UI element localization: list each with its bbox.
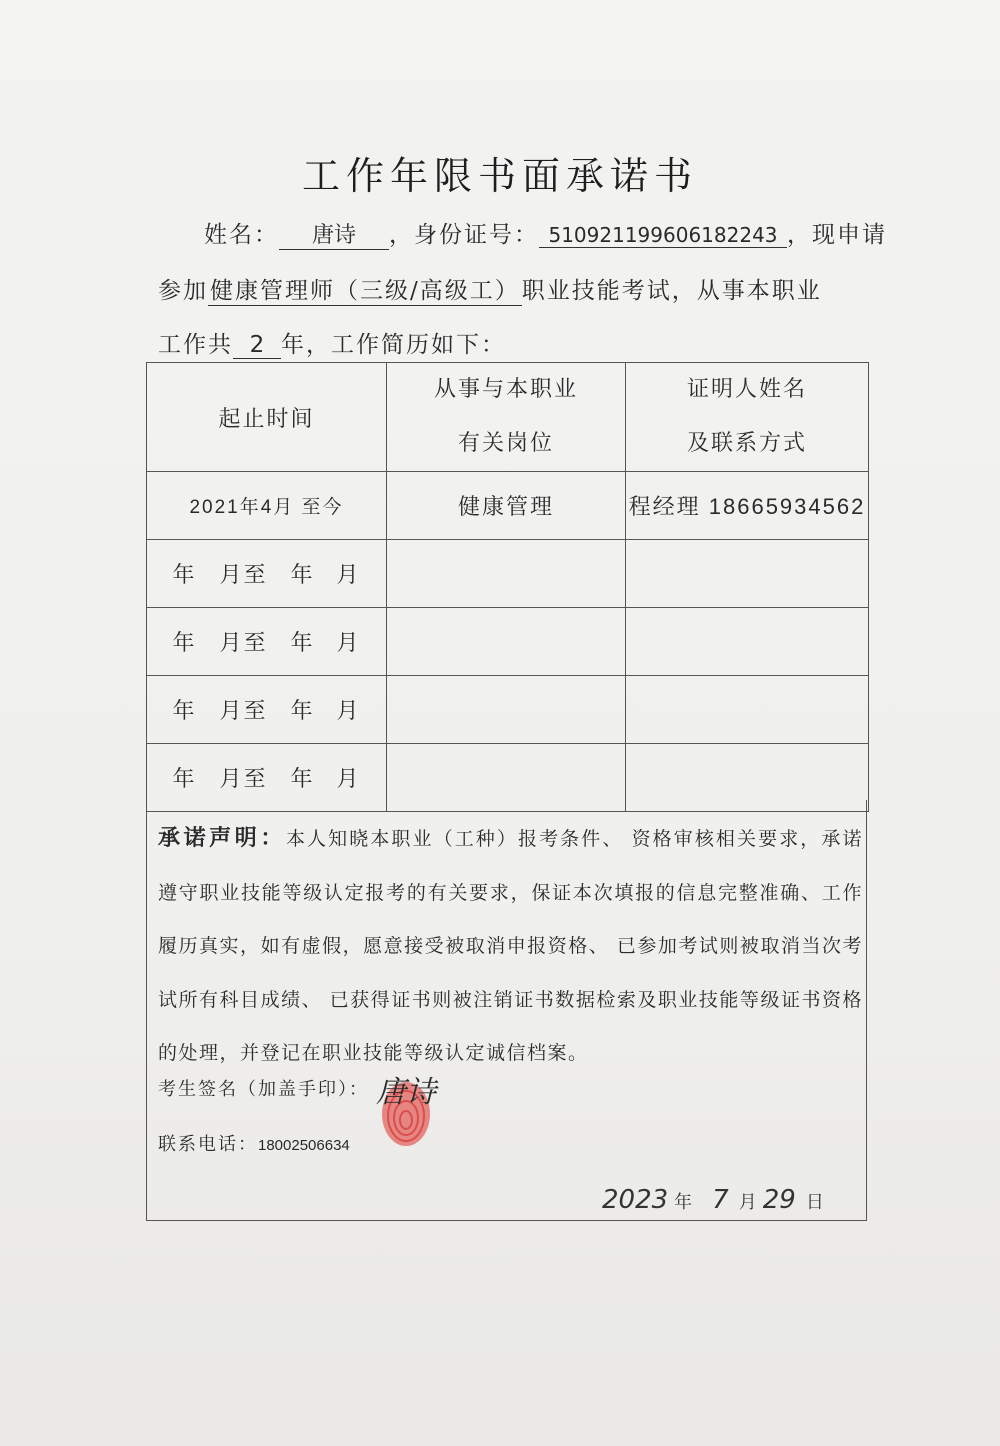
header-witness [626, 363, 869, 472]
table-row [147, 608, 869, 676]
year-label: 年 [290, 563, 315, 588]
phone-label: 联系电话： [158, 1134, 258, 1155]
date-month-label: 月 [738, 1192, 757, 1213]
month-to-label: 月至 [219, 563, 268, 588]
year-label: 年 [290, 631, 315, 656]
header-witness-line1: 证明人姓名 [686, 377, 807, 402]
id-label: ，身份证号： [389, 222, 539, 248]
header-witness-line2: 及联系方式 [686, 431, 807, 456]
handwritten-signature: 唐诗 [376, 1075, 436, 1110]
document-title: 工作年限书面承诺书 [301, 154, 698, 198]
exam-name-field[interactable]: 健康管理师（三级/高级工） [208, 272, 522, 306]
table-row [147, 472, 869, 540]
month-to-label: 月至 [219, 699, 268, 724]
year-label: 年 [290, 699, 315, 724]
year-label: 年 [290, 767, 315, 792]
year-label: 年 [172, 563, 197, 588]
blank-witness[interactable] [626, 608, 869, 676]
signing-date [602, 1185, 830, 1215]
row1-period[interactable]: 2021年4月 至今 [147, 472, 387, 540]
exam-suffix: 职业技能考试，从事本职业 [521, 278, 822, 304]
blank-position[interactable] [387, 540, 626, 608]
blank-period[interactable] [147, 676, 387, 744]
pledge-label: 承诺声明： [158, 825, 286, 851]
month-to-label: 月至 [219, 767, 268, 792]
date-day-value[interactable]: 29 [762, 1185, 796, 1215]
apply-text: ，现申请 [787, 222, 887, 248]
phone-line [158, 1130, 350, 1156]
year-label: 年 [172, 767, 197, 792]
blank-position[interactable] [387, 676, 626, 744]
name-field[interactable]: 唐诗 [279, 218, 389, 250]
fingerprint-seal [370, 1062, 440, 1152]
month-label: 月 [336, 563, 361, 588]
header-position [387, 363, 626, 472]
date-year-label: 年 [674, 1192, 693, 1213]
header-period: 起止时间 [147, 363, 387, 472]
phone-value[interactable]: 18002506634 [258, 1137, 350, 1154]
blank-period[interactable] [147, 540, 387, 608]
blank-position[interactable] [387, 608, 626, 676]
year-label: 年 [172, 631, 197, 656]
name-label: 姓名： [204, 222, 279, 248]
years-field[interactable]: 2 [233, 332, 281, 359]
pledge-text: 本人知晓本职业（工种）报考条件、 资格审核相关要求，承诺遵守职业技能等级认定报考的有关要求，保证本次填报的信息完整准确、工作履历真实，如有虚假，愿意接受被取消申报资格、 已参加考试则被取消当次考试所有科目成绩、 已获得证书则被注销证书数据检索及职业技能等级证书资格的处理，并登记在职业技能等级认定诚信档案。 [158, 828, 863, 1064]
header-position-line1: 从事与本职业 [433, 377, 578, 402]
work-history-table [146, 362, 869, 812]
row1-witness[interactable]: 程经理 18665934562 [626, 472, 869, 540]
blank-witness[interactable] [626, 540, 869, 608]
name-id-line [204, 216, 887, 250]
table-row [147, 540, 869, 608]
blank-witness[interactable] [626, 676, 869, 744]
exam-prefix: 参加 [158, 278, 208, 304]
years-line [158, 326, 506, 359]
pledge-statement [158, 812, 863, 1081]
year-label: 年 [172, 699, 197, 724]
month-label: 月 [336, 767, 361, 792]
table-row [147, 676, 869, 744]
row1-position[interactable]: 健康管理 [387, 472, 626, 540]
date-day-label: 日 [805, 1192, 824, 1213]
header-position-line2: 有关岗位 [457, 431, 554, 456]
exam-line [158, 272, 822, 306]
years-suffix: 年，工作简历如下： [281, 332, 506, 358]
years-prefix: 工作共 [158, 332, 233, 358]
date-month-value[interactable]: 7 [712, 1185, 729, 1215]
table-header-row [147, 363, 869, 472]
month-label: 月 [336, 631, 361, 656]
month-to-label: 月至 [219, 631, 268, 656]
date-year-value[interactable]: 2023 [602, 1185, 669, 1215]
blank-period[interactable] [147, 608, 387, 676]
id-number-field[interactable]: 510921199606182243 [539, 223, 787, 248]
month-label: 月 [336, 699, 361, 724]
signature-label: 考生签名（加盖手印）： [158, 1079, 369, 1100]
